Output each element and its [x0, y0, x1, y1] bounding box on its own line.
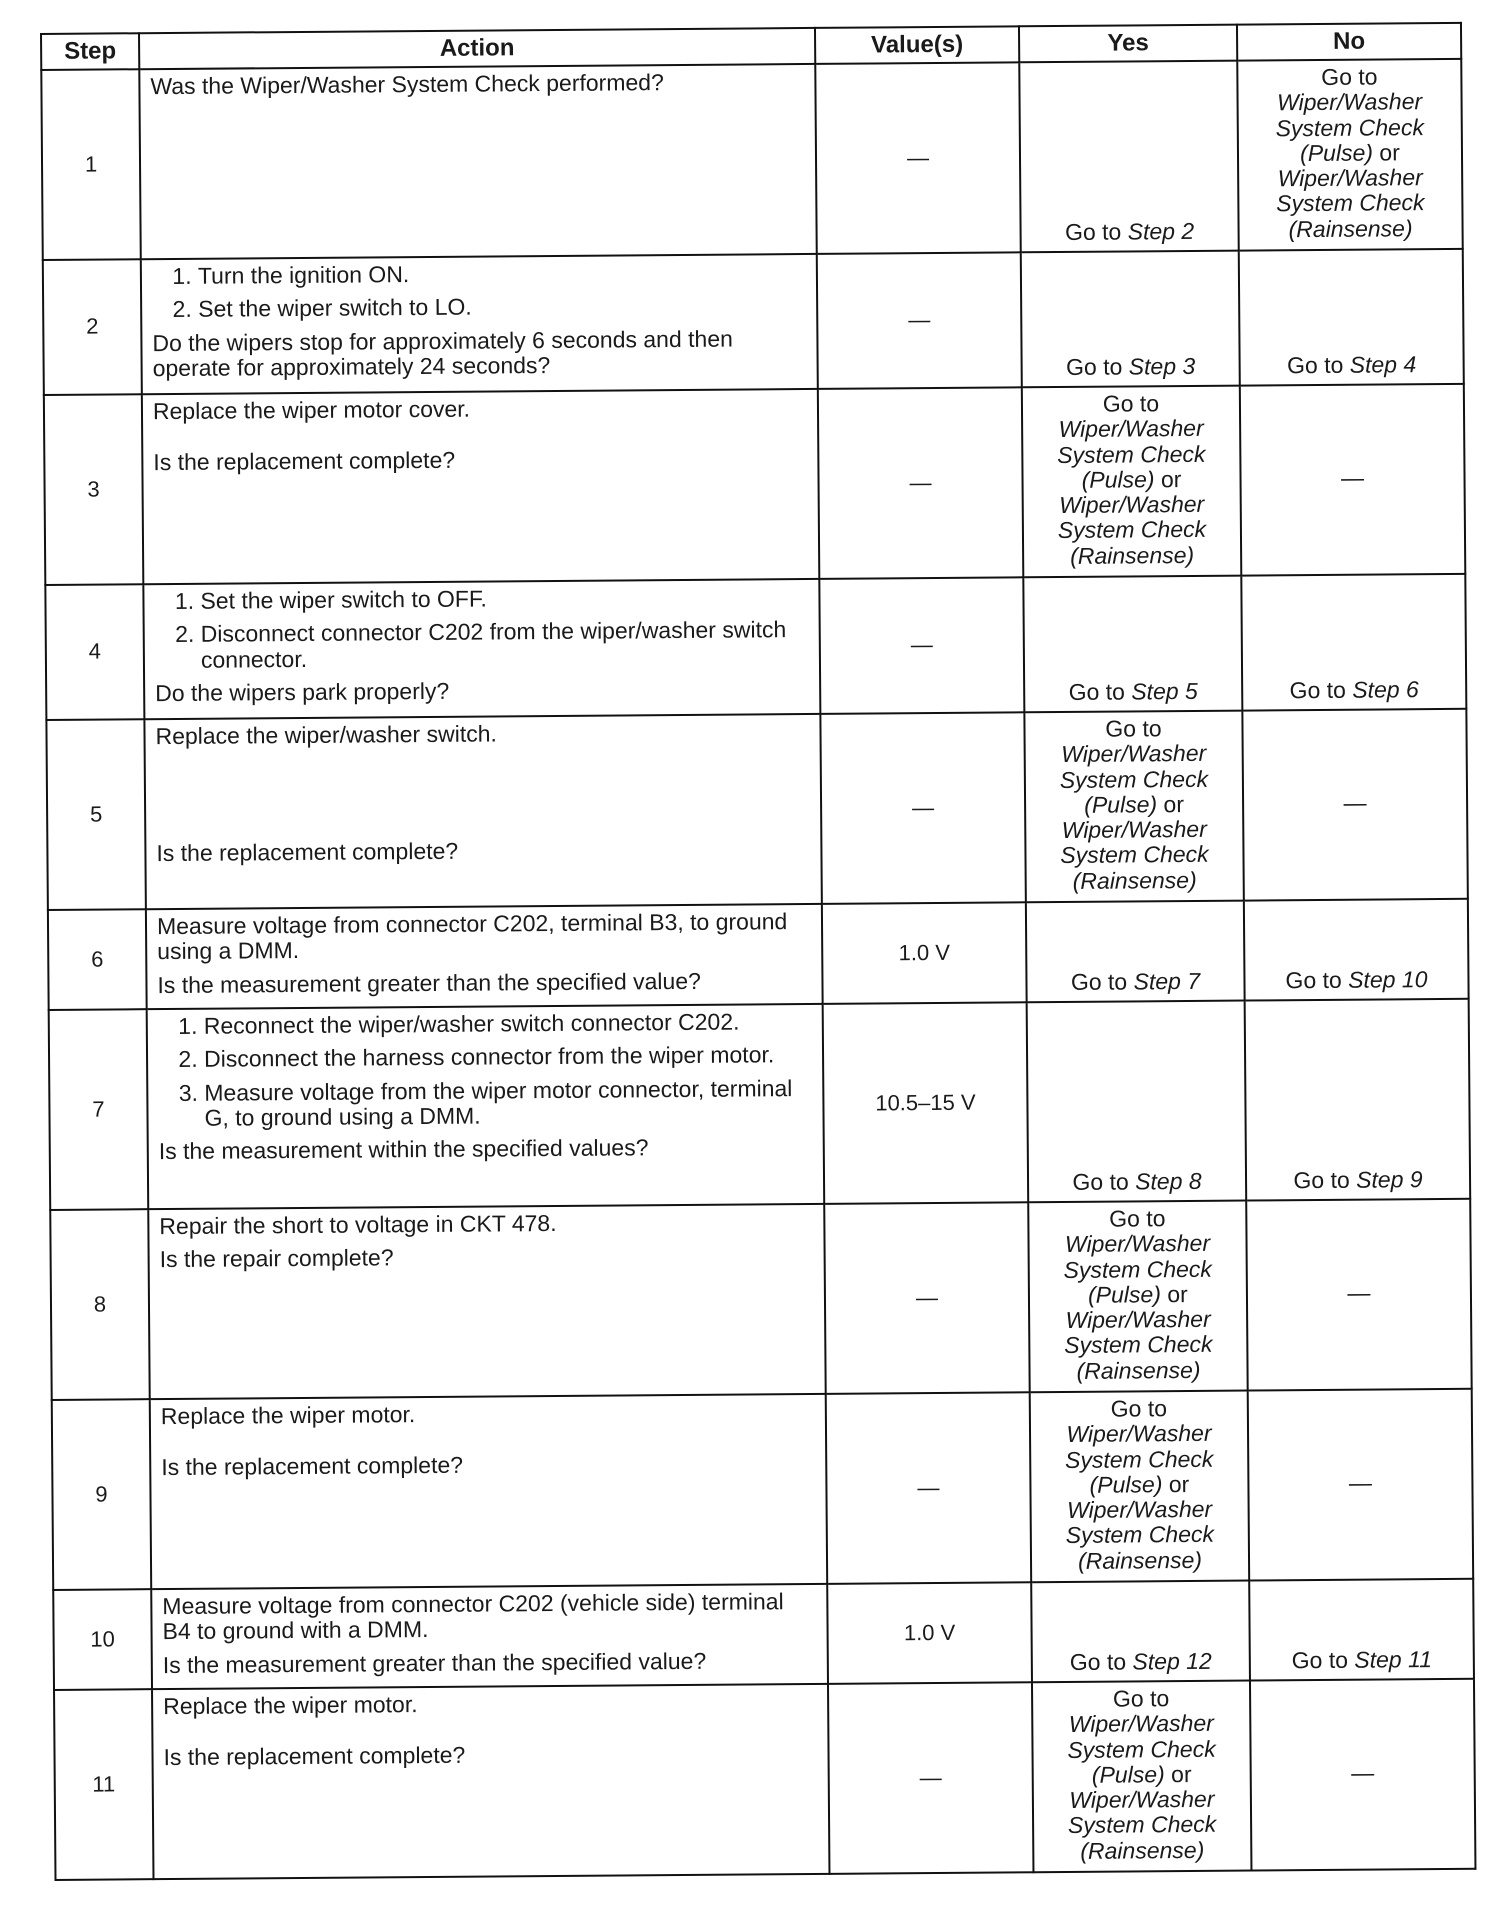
check-link-line1[interactable]: Wiper/Washer — [1277, 164, 1423, 192]
no-cell: — — [1242, 709, 1467, 901]
procedure-item: 1. Set the wiper switch to OFF. — [200, 584, 808, 614]
procedure-item: 2. Disconnect connector C202 from the wiper/washer switch connector. — [201, 617, 809, 672]
procedure-item: 1. Reconnect the wiper/washer switch connector C202. — [204, 1009, 812, 1039]
go-to-label: Go to — [1321, 63, 1378, 90]
yes-cell — [1021, 251, 1240, 388]
value-cell: — — [817, 252, 1022, 389]
diagnostic-sheet — [40, 22, 1474, 1873]
check-link-line1[interactable]: Wiper/Washer — [1058, 415, 1204, 443]
check-link-line1[interactable]: Wiper/Washer — [1061, 740, 1207, 768]
check-link-line2[interactable]: System Check — [1057, 516, 1207, 544]
value-cell: 10.5–15 V — [823, 1002, 1029, 1204]
or-label: or — [1379, 139, 1400, 166]
yes-cell — [1026, 901, 1245, 1003]
rainsense-link[interactable]: (Rainsense) — [1076, 1356, 1201, 1384]
rainsense-link[interactable]: (Rainsense) — [1077, 1546, 1203, 1574]
procedure-item: 1. Turn the ignition ON. — [198, 259, 806, 289]
procedure-item: 2. Set the wiper switch to LO. — [198, 292, 806, 322]
yes-cell — [1030, 1391, 1249, 1583]
step-link[interactable]: Step 10 — [1348, 965, 1428, 993]
instruction-text: Measure voltage from connector C202 (vehicle side) terminal B4 to ground with a DMM. — [162, 1588, 784, 1645]
step-number: 6 — [48, 909, 147, 1010]
value-cell: — — [815, 62, 1020, 254]
diagnostic-table — [40, 22, 1476, 1881]
check-link-line1[interactable]: Wiper/Washer — [1064, 1230, 1211, 1258]
table-row — [53, 1579, 1474, 1690]
table-row — [45, 574, 1466, 720]
table-row — [43, 249, 1464, 395]
step-link[interactable]: Step 11 — [1354, 1645, 1433, 1673]
go-to-label: Go to — [1112, 1685, 1170, 1712]
table-row — [50, 1199, 1471, 1400]
header-yes: Yes — [1019, 25, 1237, 63]
check-link-line1[interactable]: Wiper/Washer — [1061, 816, 1207, 844]
no-cell — [1241, 574, 1466, 711]
header-step: Step — [41, 33, 139, 70]
rainsense-link[interactable]: (Rainsense) — [1070, 541, 1195, 569]
question-text: Is the repair complete? — [159, 1244, 394, 1273]
or-label: or — [1167, 1280, 1188, 1308]
table-row — [44, 384, 1465, 585]
or-label: or — [1160, 465, 1182, 493]
procedure-list — [158, 1009, 813, 1131]
yes-cell — [1022, 386, 1241, 578]
or-label: or — [1168, 1470, 1190, 1498]
question-text: Is the measurement greater than the specified value? — [162, 1647, 707, 1678]
rainsense-link[interactable]: (Rainsense) — [1080, 1836, 1205, 1864]
no-cell: — — [1248, 1389, 1473, 1581]
pulse-link[interactable]: (Pulse) — [1084, 791, 1158, 818]
instruction-text: Replace the wiper motor cover. — [152, 395, 471, 425]
instruction-text: Replace the wiper motor. — [163, 1691, 418, 1720]
question-text: Do the wipers park properly? — [155, 677, 450, 707]
rainsense-link[interactable]: (Rainsense) — [1072, 866, 1197, 894]
question-text: Is the replacement complete? — [163, 1742, 466, 1771]
action-cell — [143, 579, 820, 719]
check-link-line2[interactable]: System Check — [1067, 1811, 1217, 1839]
step-link[interactable]: Step 9 — [1356, 1165, 1423, 1193]
question-text: Is the replacement complete? — [153, 447, 456, 476]
go-to-label: Go to — [1286, 351, 1344, 378]
go-to-label: Go to — [1068, 678, 1125, 705]
check-link-line2[interactable]: System Check — [1063, 1255, 1212, 1283]
check-link-line2[interactable]: System Check — [1057, 440, 1206, 468]
no-cell: — — [1240, 384, 1465, 576]
step-link[interactable]: Step 4 — [1349, 350, 1417, 378]
table-row — [48, 899, 1469, 1010]
no-cell — [1244, 899, 1469, 1001]
procedure-item: 3. Measure voltage from the wiper motor connector, terminal G, to ground using a DMM. — [204, 1076, 812, 1131]
value-cell: — — [819, 577, 1024, 714]
go-to-label: Go to — [1102, 390, 1160, 417]
check-link-line1[interactable]: Wiper/Washer — [1066, 1496, 1213, 1524]
table-row — [54, 1679, 1475, 1880]
check-link-line1[interactable]: Wiper/Washer — [1069, 1786, 1215, 1814]
question-text: Do the wipers stop for approximately 6 seconds and then operate for approximately 24 seconds? — [152, 325, 733, 382]
action-cell — [141, 254, 818, 394]
step-number: 9 — [52, 1399, 151, 1590]
step-number: 7 — [49, 1009, 149, 1210]
question-text: Is the replacement complete? — [161, 1452, 464, 1481]
action-cell — [152, 1684, 829, 1879]
step-number: 8 — [50, 1209, 149, 1400]
step-link[interactable]: Step 8 — [1135, 1167, 1202, 1195]
value-cell: — — [818, 387, 1023, 579]
step-number: 3 — [44, 394, 143, 585]
yes-cell — [1028, 1201, 1247, 1393]
action-cell — [151, 1584, 828, 1689]
no-cell — [1239, 249, 1464, 386]
check-link-line1[interactable]: Wiper/Washer — [1068, 1710, 1214, 1738]
action-cell — [139, 64, 816, 259]
instruction-text: Replace the wiper motor. — [160, 1401, 416, 1430]
action-cell — [142, 389, 819, 584]
no-cell — [1245, 999, 1471, 1201]
question-text: Is the measurement greater than the specified value? — [157, 967, 701, 998]
check-link-line2[interactable]: System Check — [1275, 113, 1425, 141]
action-cell — [146, 904, 823, 1009]
no-cell — [1249, 1579, 1474, 1681]
table-row — [52, 1389, 1473, 1590]
value-cell: — — [826, 1392, 1031, 1584]
go-to-label: Go to — [1069, 1648, 1127, 1675]
check-link-line2[interactable]: System Check — [1064, 1331, 1213, 1359]
procedure-list — [154, 584, 809, 673]
check-link-line1[interactable]: Wiper/Washer — [1065, 1306, 1211, 1334]
check-link-line2[interactable]: System Check — [1276, 189, 1425, 217]
step-link[interactable]: Step 7 — [1133, 967, 1201, 995]
yes-cell — [1023, 576, 1242, 713]
go-to-label: Go to — [1065, 353, 1123, 380]
or-label: or — [1163, 790, 1185, 818]
check-link-line1[interactable]: Wiper/Washer — [1276, 88, 1423, 116]
go-to-label: Go to — [1072, 1168, 1129, 1195]
instruction-text: Replace the wiper/washer switch. — [155, 720, 497, 750]
table-row — [46, 709, 1467, 910]
pulse-link[interactable]: (Pulse) — [1081, 466, 1155, 493]
check-link-line2[interactable]: System Check — [1059, 765, 1209, 793]
check-link-line1[interactable]: Wiper/Washer — [1066, 1420, 1212, 1448]
header-action: Action — [139, 28, 815, 69]
or-label: or — [1170, 1760, 1192, 1788]
header-no: No — [1237, 23, 1461, 61]
yes-cell — [1032, 1681, 1251, 1873]
go-to-label: Go to — [1064, 218, 1122, 245]
step-link[interactable]: Step 3 — [1128, 352, 1196, 380]
value-cell: — — [824, 1202, 1029, 1394]
table-row — [41, 59, 1462, 260]
pulse-link[interactable]: (Pulse) — [1089, 1471, 1163, 1498]
go-to-label: Go to — [1109, 1205, 1166, 1232]
no-cell — [1237, 59, 1462, 251]
pulse-link[interactable]: (Pulse) — [1091, 1761, 1165, 1788]
go-to-label: Go to — [1110, 1395, 1168, 1422]
yes-cell — [1024, 711, 1243, 903]
action-cell — [147, 1004, 825, 1209]
step-number: 11 — [54, 1689, 153, 1880]
check-link-line2[interactable]: System Check — [1064, 1445, 1214, 1473]
step-number: 2 — [43, 259, 142, 395]
step-link[interactable]: Step 6 — [1352, 675, 1419, 703]
step-number: 5 — [46, 719, 145, 910]
step-link[interactable]: Step 2 — [1127, 217, 1195, 245]
header-values: Value(s) — [815, 26, 1019, 64]
check-link-line1[interactable]: Wiper/Washer — [1059, 491, 1205, 519]
check-link-line2[interactable]: System Check — [1060, 841, 1209, 869]
go-to-label: Go to — [1291, 1646, 1349, 1673]
check-link-line2[interactable]: System Check — [1067, 1735, 1216, 1763]
go-to-label: Go to — [1070, 968, 1128, 995]
action-cell — [144, 714, 821, 909]
yes-cell — [1031, 1581, 1250, 1683]
go-to-label: Go to — [1289, 676, 1346, 703]
step-number: 4 — [45, 584, 144, 720]
go-to-label: Go to — [1105, 715, 1162, 742]
pulse-link[interactable]: (Pulse) — [1087, 1281, 1162, 1308]
action-cell — [150, 1394, 827, 1589]
value-cell: 1.0 V — [822, 902, 1027, 1004]
check-link-line2[interactable]: System Check — [1065, 1521, 1215, 1549]
question-text: Is the replacement complete? — [156, 838, 459, 867]
go-to-label: Go to — [1293, 1166, 1350, 1193]
step-number: 10 — [53, 1589, 152, 1690]
table-row — [49, 999, 1471, 1210]
procedure-item: 2. Disconnect the harness connector from the wiper motor. — [204, 1042, 812, 1072]
rainsense-link[interactable]: (Rainsense) — [1288, 215, 1413, 242]
value-cell: — — [828, 1682, 1033, 1874]
value-cell: — — [820, 712, 1025, 904]
yes-cell — [1027, 1001, 1247, 1203]
value-cell: 1.0 V — [827, 1582, 1032, 1684]
question-text: Is the measurement within the specified values? — [158, 1134, 649, 1165]
step-number: 1 — [41, 69, 140, 260]
no-cell: — — [1246, 1199, 1471, 1391]
pulse-link[interactable]: (Pulse) — [1300, 139, 1374, 166]
step-link[interactable]: Step 12 — [1132, 1647, 1212, 1675]
action-cell — [148, 1204, 825, 1399]
yes-cell — [1019, 61, 1238, 253]
instruction-text: Measure voltage from connector C202, terminal B3, to ground using a DMM. — [156, 908, 788, 965]
no-cell: — — [1250, 1679, 1475, 1871]
procedure-list — [152, 259, 806, 323]
step-link[interactable]: Step 5 — [1131, 677, 1198, 705]
question-text: Was the Wiper/Washer System Check performed? — [150, 69, 664, 100]
go-to-label: Go to — [1285, 966, 1342, 993]
instruction-text: Repair the short to voltage in CKT 478. — [159, 1209, 557, 1240]
